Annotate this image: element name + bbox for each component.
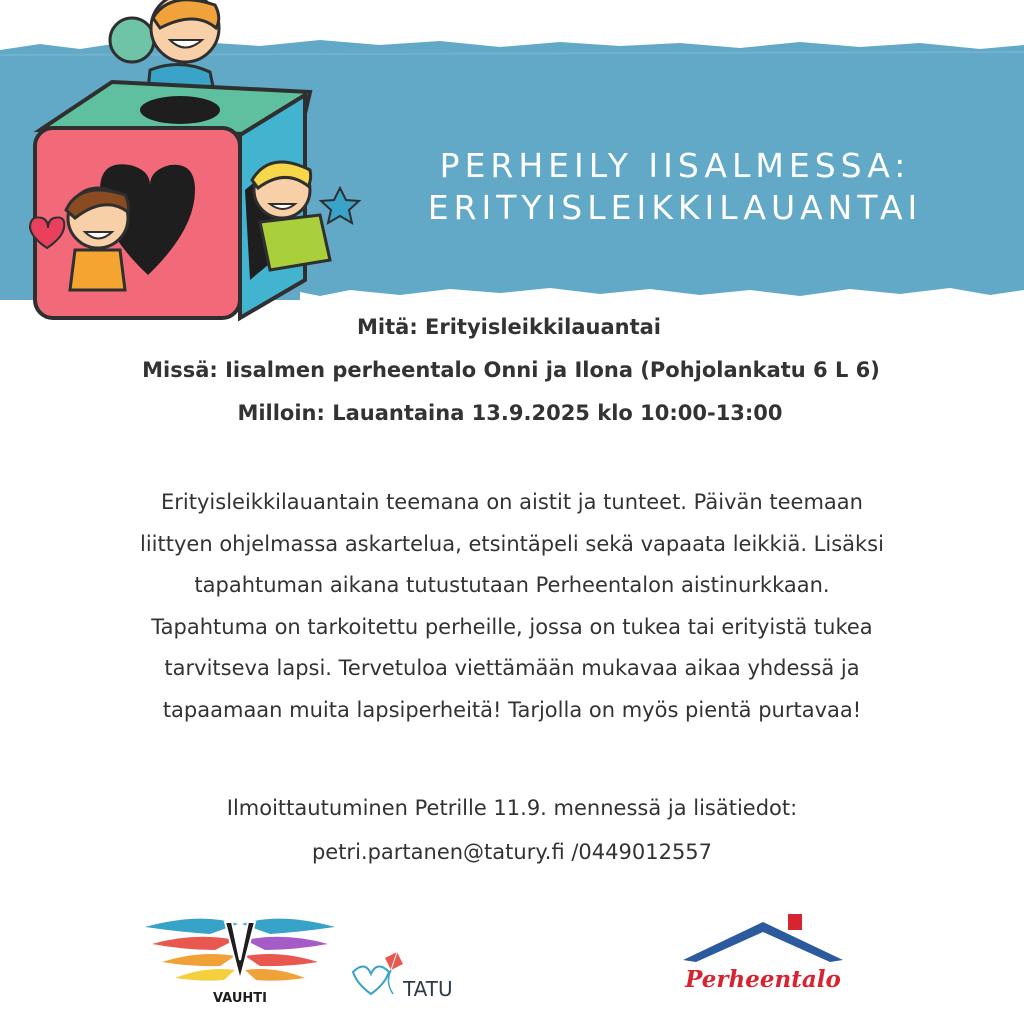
page-title xyxy=(330,145,1020,229)
description-line: tarvitseva lapsi. Tervetuloa viettämään mukavaa aikaa yhdessä ja xyxy=(164,656,860,680)
description-line: tapahtuman aikana tutustutaan Perheentalon aistinurkkaan. xyxy=(194,573,830,597)
info-where: Missä: Iisalmen perheentalo Onni ja Ilona (Pohjolankatu 6 L 6) xyxy=(142,358,880,382)
description-line: Erityisleikkilauantain teemana on aistit ja tunteet. Päivän teemaan xyxy=(161,490,863,514)
children-in-toy-cube-illustration xyxy=(20,0,365,330)
description-line: liittyen ohjelmassa askartelua, etsintäpeli sekä vapaata leikkiä. Lisäksi xyxy=(140,531,884,556)
perheentalo-logo-text: Perheentalo xyxy=(685,966,841,993)
vauhti-logo xyxy=(140,912,340,1012)
contact-info xyxy=(0,786,1024,874)
registration-text: Ilmoittautuminen Petrille 11.9. mennessä ja lisätiedot: xyxy=(226,796,798,820)
info-when: Milloin: Lauantaina 13.9.2025 klo 10:00-13:00 xyxy=(237,401,783,425)
contact-email-phone[interactable]: petri.partanen@tatury.fi /0449012557 xyxy=(311,840,713,864)
vauhti-logo-text: VAUHTI xyxy=(213,991,267,1006)
event-description xyxy=(40,482,984,731)
tatu-logo-text: TATU xyxy=(403,977,453,1001)
info-what: Mitä: Erityisleikkilauantai xyxy=(357,315,661,339)
title-line-2: ERITYISLEIKKILAUANTAI xyxy=(427,188,923,227)
description-line: Tapahtuma on tarkoitettu perheille, jossa on tukea tai erityistä tukea xyxy=(151,614,873,639)
tatu-logo xyxy=(345,950,465,1005)
perheentalo-logo xyxy=(678,912,848,1002)
description-line: tapaamaan muita lapsiperheitä! Tarjolla on myös pientä purtavaa! xyxy=(162,697,862,722)
title-line-1: PERHEILY IISALMESSA: xyxy=(439,146,911,185)
